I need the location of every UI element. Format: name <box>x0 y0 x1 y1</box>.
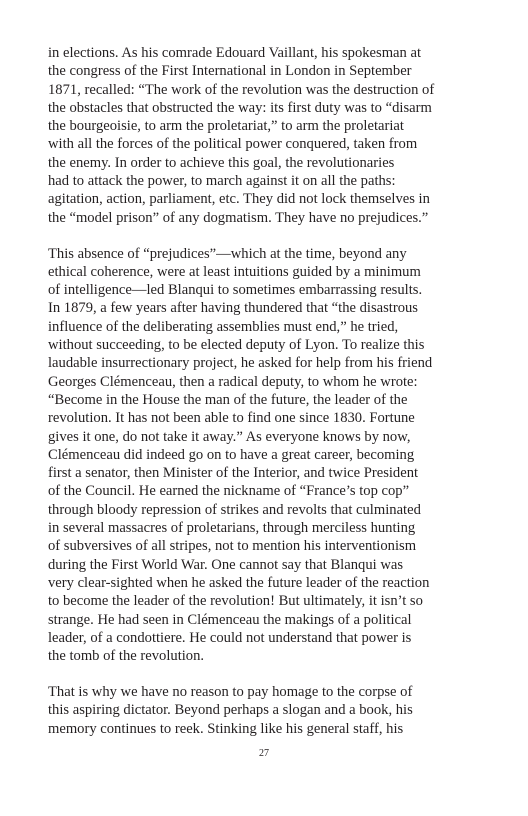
text-line: in several massacres of proletarians, through merciless hunting <box>48 520 416 537</box>
text-line: very clear-sighted when he asked the future leader of the reaction <box>48 574 430 591</box>
text-line: the “model prison” of any dogmatism. They have no prejudices.” <box>48 209 429 226</box>
text-line: This absence of “prejudices”—which at the time, beyond any <box>48 245 407 262</box>
text-line: gives it one, do not take it away.” As everyone knows by now, <box>48 428 411 445</box>
paragraph-spacer <box>48 665 488 683</box>
paragraph-3 <box>48 683 488 738</box>
text-line: of the Council. He earned the nickname of “France’s top cop” <box>48 483 410 500</box>
text-line: with all the forces of the political power conquered, taken from <box>48 136 418 153</box>
text-line: leader, of a condottiere. He could not understand that power is <box>48 629 412 646</box>
page-number: 27 <box>259 748 269 759</box>
text-line: laudable insurrectionary project, he asked for help from his friend <box>48 355 433 372</box>
text-line: without succeeding, to be elected deputy of Lyon. To realize this <box>48 337 425 354</box>
text-line: Georges Clémenceau, then a radical deputy, to whom he wrote: <box>48 373 418 390</box>
body-text <box>48 44 488 738</box>
text-line: Clémenceau did indeed go on to have a great career, becoming <box>48 446 415 463</box>
text-line: memory continues to reek. Stinking like his general staff, his <box>48 720 404 737</box>
text-line: “Become in the House the man of the future, the leader of the <box>48 391 408 408</box>
text-line: during the First World War. One cannot say that Blanqui was <box>48 556 404 573</box>
paragraph-spacer <box>48 227 488 245</box>
text-line: through bloody repression of strikes and revolts that culminated <box>48 501 421 518</box>
text-line: of subversives of all stripes, not to mention his interventionism <box>48 538 417 555</box>
text-line: the congress of the First International in London in September <box>48 63 412 80</box>
text-line: this aspiring dictator. Beyond perhaps a slogan and a book, his <box>48 702 413 719</box>
text-line: first a senator, then Minister of the Interior, and twice President <box>48 465 419 482</box>
text-line: That is why we have no reason to pay homage to the corpse of <box>48 683 413 700</box>
text-line: in elections. As his comrade Edouard Vaillant, his spokesman at <box>48 45 422 61</box>
text-line: of intelligence—led Blanqui to sometimes embarrassing results. <box>48 282 423 299</box>
text-line: In 1879, a few years after having thundered that “the disastrous <box>48 300 418 317</box>
text-line: the tomb of the revolution. <box>48 648 205 665</box>
paragraph-1 <box>48 44 488 227</box>
text-line: had to attack the power, to march against it on all the paths: <box>48 173 396 190</box>
text-line: 1871, recalled: “The work of the revolution was the destruction of <box>48 81 435 98</box>
text-line: ethical coherence, were at least intuitions guided by a minimum <box>48 263 421 280</box>
text-line: revolution. It has not been able to find one since 1830. Fortune <box>48 410 415 427</box>
text-line: the obstacles that obstructed the way: its first duty was to “disarm <box>48 99 432 116</box>
text-line: influence of the deliberating assemblies must end,” he tried, <box>48 318 399 335</box>
paragraph-2 <box>48 245 488 666</box>
text-line: the enemy. In order to achieve this goal, the revolutionaries <box>48 154 395 171</box>
text-line: strange. He had seen in Clémenceau the makings of a political <box>48 611 412 628</box>
text-line: the bourgeoisie, to arm the proletariat,” to arm the proletariat <box>48 118 404 135</box>
text-line: to become the leader of the revolution! But ultimately, it isn’t so <box>48 593 423 610</box>
text-line: agitation, action, parliament, etc. They did not lock themselves in <box>48 191 430 208</box>
